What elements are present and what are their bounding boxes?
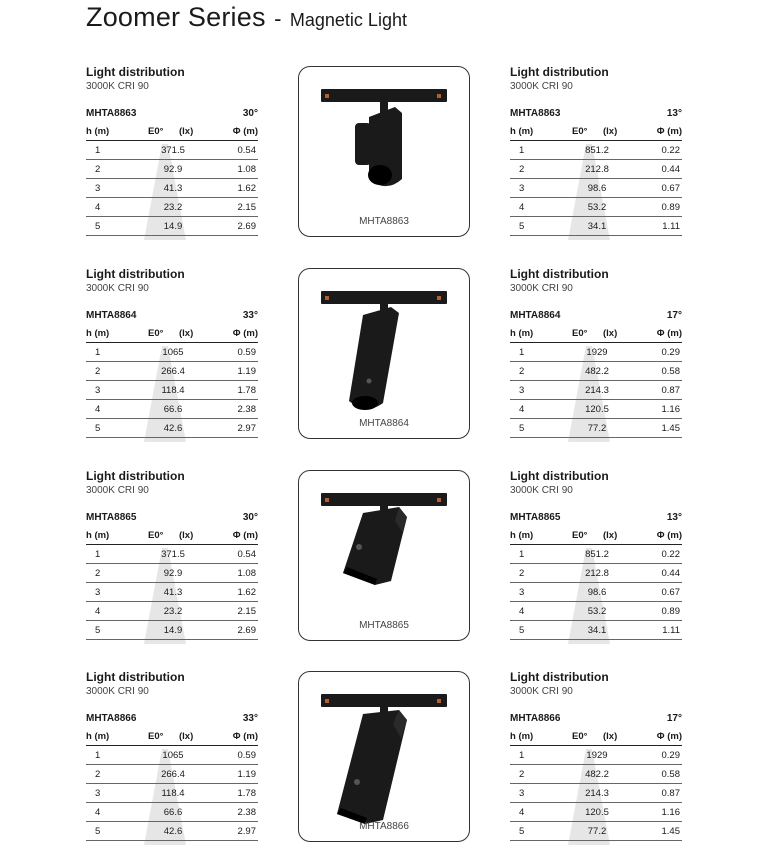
height-value: 2 bbox=[519, 769, 525, 780]
illuminance-value: 118.4 bbox=[161, 788, 185, 799]
illuminance-value: 98.6 bbox=[587, 587, 607, 598]
illuminance-value: 42.6 bbox=[163, 423, 183, 434]
height-value: 1 bbox=[95, 549, 101, 560]
table-row bbox=[510, 400, 682, 419]
distribution-table bbox=[510, 327, 682, 438]
illuminance-value: 14.9 bbox=[163, 221, 183, 232]
beam-angle: 33° bbox=[242, 713, 258, 724]
diameter-value: 2.97 bbox=[237, 423, 256, 434]
illuminance-value: 118.4 bbox=[161, 385, 185, 396]
table-row bbox=[86, 400, 258, 419]
diameter-value: 1.62 bbox=[237, 183, 256, 194]
model-number: MHTA8863 bbox=[510, 108, 561, 119]
table-row bbox=[86, 198, 258, 217]
col-illuminance-header: E0° bbox=[148, 328, 164, 339]
table-header bbox=[510, 125, 682, 141]
product-caption: MHTA8864 bbox=[359, 418, 409, 429]
table-row bbox=[510, 602, 682, 621]
height-value: 3 bbox=[519, 788, 525, 799]
illuminance-value: 42.6 bbox=[163, 826, 183, 837]
model-number: MHTA8865 bbox=[510, 512, 561, 523]
illuminance-value: 23.2 bbox=[163, 606, 183, 617]
table-header bbox=[510, 327, 682, 343]
table-row bbox=[86, 362, 258, 381]
illuminance-value: 1065 bbox=[162, 750, 184, 761]
table-header bbox=[510, 529, 682, 545]
table-row bbox=[510, 343, 682, 362]
table-row bbox=[86, 343, 258, 362]
table-row bbox=[86, 545, 258, 564]
table-row bbox=[86, 765, 258, 784]
distribution-table bbox=[510, 529, 682, 640]
diameter-value: 1.78 bbox=[237, 385, 256, 396]
col-lux-unit: (lx) bbox=[179, 126, 194, 137]
beam-angle: 17° bbox=[666, 310, 682, 321]
illuminance-value: 266.4 bbox=[161, 366, 185, 377]
diameter-value: 2.38 bbox=[237, 404, 256, 415]
model-number: MHTA8863 bbox=[86, 108, 137, 119]
light-distribution-right bbox=[510, 670, 682, 841]
height-value: 2 bbox=[519, 366, 525, 377]
illuminance-value: 1929 bbox=[586, 347, 608, 358]
table-row bbox=[510, 381, 682, 400]
col-lux-unit: (lx) bbox=[603, 126, 618, 137]
height-value: 5 bbox=[95, 423, 101, 434]
distribution-heading: Light distribution bbox=[86, 670, 185, 684]
table-row bbox=[86, 179, 258, 198]
table-row bbox=[510, 419, 682, 438]
diameter-value: 2.15 bbox=[237, 202, 256, 213]
table-row bbox=[510, 803, 682, 822]
col-diameter-header: Φ (m) bbox=[232, 731, 258, 742]
product-photo-frame bbox=[298, 268, 470, 439]
model-row bbox=[86, 713, 258, 727]
illuminance-value: 214.3 bbox=[585, 385, 609, 396]
illuminance-value: 77.2 bbox=[587, 826, 607, 837]
diameter-value: 1.19 bbox=[237, 366, 256, 377]
height-value: 4 bbox=[95, 606, 101, 617]
illuminance-value: 371.5 bbox=[161, 145, 185, 156]
table-row bbox=[86, 564, 258, 583]
height-value: 3 bbox=[95, 587, 101, 598]
cri-label: 3000K CRI 90 bbox=[510, 485, 573, 496]
illuminance-value: 66.6 bbox=[163, 404, 183, 415]
page-title bbox=[86, 2, 407, 33]
series-title: Zoomer Series bbox=[86, 2, 266, 32]
table-header bbox=[510, 730, 682, 746]
table-row bbox=[86, 822, 258, 841]
col-diameter-header: Φ (m) bbox=[656, 328, 682, 339]
beam-angle: 33° bbox=[242, 310, 258, 321]
table-row bbox=[86, 160, 258, 179]
illuminance-value: 66.6 bbox=[163, 807, 183, 818]
product-photo-frame bbox=[298, 671, 470, 842]
model-row bbox=[86, 310, 258, 324]
illuminance-value: 214.3 bbox=[585, 788, 609, 799]
distribution-table bbox=[86, 730, 258, 841]
diameter-value: 1.45 bbox=[661, 826, 680, 837]
col-diameter-header: Φ (m) bbox=[232, 530, 258, 541]
col-height-header: h (m) bbox=[510, 731, 534, 742]
model-row bbox=[510, 713, 682, 727]
model-row bbox=[510, 310, 682, 324]
height-value: 5 bbox=[519, 625, 525, 636]
diameter-value: 0.87 bbox=[661, 788, 680, 799]
distribution-heading: Light distribution bbox=[510, 267, 609, 281]
illuminance-value: 98.6 bbox=[587, 183, 607, 194]
cri-label: 3000K CRI 90 bbox=[86, 81, 149, 92]
distribution-heading: Light distribution bbox=[86, 65, 185, 79]
height-value: 4 bbox=[519, 202, 525, 213]
col-height-header: h (m) bbox=[86, 530, 110, 541]
table-row bbox=[86, 746, 258, 765]
table-row bbox=[510, 564, 682, 583]
table-row bbox=[510, 198, 682, 217]
height-value: 1 bbox=[519, 549, 525, 560]
model-number: MHTA8866 bbox=[86, 713, 137, 724]
spotlight-image bbox=[299, 269, 469, 438]
col-illuminance-header: E0° bbox=[572, 530, 588, 541]
col-illuminance-header: E0° bbox=[572, 126, 588, 137]
height-value: 3 bbox=[519, 385, 525, 396]
diameter-value: 0.44 bbox=[661, 568, 680, 579]
diameter-value: 1.08 bbox=[237, 164, 256, 175]
diameter-value: 0.22 bbox=[661, 145, 680, 156]
light-distribution-left bbox=[86, 670, 258, 841]
distribution-heading: Light distribution bbox=[510, 670, 609, 684]
height-value: 1 bbox=[519, 750, 525, 761]
cri-label: 3000K CRI 90 bbox=[86, 283, 149, 294]
illuminance-value: 41.3 bbox=[163, 587, 183, 598]
table-header bbox=[86, 730, 258, 746]
table-row bbox=[86, 141, 258, 160]
diameter-value: 1.19 bbox=[237, 769, 256, 780]
col-lux-unit: (lx) bbox=[179, 328, 194, 339]
diameter-value: 0.58 bbox=[661, 769, 680, 780]
height-value: 1 bbox=[95, 750, 101, 761]
height-value: 2 bbox=[95, 568, 101, 579]
illuminance-value: 14.9 bbox=[163, 625, 183, 636]
diameter-value: 0.58 bbox=[661, 366, 680, 377]
beam-angle: 13° bbox=[666, 512, 682, 523]
diameter-value: 0.87 bbox=[661, 385, 680, 396]
height-value: 5 bbox=[95, 625, 101, 636]
height-value: 4 bbox=[95, 807, 101, 818]
illuminance-value: 1065 bbox=[162, 347, 184, 358]
diameter-value: 0.29 bbox=[661, 750, 680, 761]
height-value: 2 bbox=[95, 366, 101, 377]
illuminance-value: 92.9 bbox=[163, 568, 183, 579]
distribution-table bbox=[86, 327, 258, 438]
model-number: MHTA8866 bbox=[510, 713, 561, 724]
col-height-header: h (m) bbox=[86, 126, 110, 137]
light-distribution-right bbox=[510, 469, 682, 640]
col-height-header: h (m) bbox=[510, 328, 534, 339]
illuminance-value: 53.2 bbox=[587, 606, 607, 617]
diameter-value: 1.16 bbox=[661, 404, 680, 415]
col-lux-unit: (lx) bbox=[179, 530, 194, 541]
height-value: 4 bbox=[95, 404, 101, 415]
height-value: 3 bbox=[519, 587, 525, 598]
table-header bbox=[86, 125, 258, 141]
illuminance-value: 482.2 bbox=[585, 769, 609, 780]
diameter-value: 0.29 bbox=[661, 347, 680, 358]
illuminance-value: 482.2 bbox=[585, 366, 609, 377]
model-number: MHTA8865 bbox=[86, 512, 137, 523]
diameter-value: 0.67 bbox=[661, 587, 680, 598]
distribution-heading: Light distribution bbox=[510, 469, 609, 483]
illuminance-value: 34.1 bbox=[587, 221, 607, 232]
col-diameter-header: Φ (m) bbox=[232, 328, 258, 339]
table-row bbox=[510, 217, 682, 236]
table-row bbox=[86, 583, 258, 602]
illuminance-value: 851.2 bbox=[585, 549, 609, 560]
height-value: 3 bbox=[95, 788, 101, 799]
height-value: 3 bbox=[519, 183, 525, 194]
spotlight-image bbox=[299, 471, 469, 640]
distribution-heading: Light distribution bbox=[86, 469, 185, 483]
col-lux-unit: (lx) bbox=[603, 530, 618, 541]
diameter-value: 0.67 bbox=[661, 183, 680, 194]
col-illuminance-header: E0° bbox=[572, 731, 588, 742]
col-lux-unit: (lx) bbox=[603, 731, 618, 742]
light-distribution-right bbox=[510, 65, 682, 236]
illuminance-value: 851.2 bbox=[585, 145, 609, 156]
col-diameter-header: Φ (m) bbox=[232, 126, 258, 137]
col-illuminance-header: E0° bbox=[148, 731, 164, 742]
col-diameter-header: Φ (m) bbox=[656, 731, 682, 742]
illuminance-value: 1929 bbox=[586, 750, 608, 761]
illuminance-value: 34.1 bbox=[587, 625, 607, 636]
height-value: 5 bbox=[519, 221, 525, 232]
beam-angle: 13° bbox=[666, 108, 682, 119]
light-distribution-right bbox=[510, 267, 682, 438]
beam-angle: 17° bbox=[666, 713, 682, 724]
height-value: 1 bbox=[519, 347, 525, 358]
height-value: 1 bbox=[95, 145, 101, 156]
diameter-value: 2.38 bbox=[237, 807, 256, 818]
height-value: 2 bbox=[519, 568, 525, 579]
table-row bbox=[510, 362, 682, 381]
col-illuminance-header: E0° bbox=[572, 328, 588, 339]
product-photo-frame bbox=[298, 66, 470, 237]
cri-label: 3000K CRI 90 bbox=[510, 686, 573, 697]
diameter-value: 1.62 bbox=[237, 587, 256, 598]
illuminance-value: 41.3 bbox=[163, 183, 183, 194]
model-row bbox=[510, 512, 682, 526]
spotlight-image bbox=[299, 67, 469, 236]
illuminance-value: 53.2 bbox=[587, 202, 607, 213]
illuminance-value: 266.4 bbox=[161, 769, 185, 780]
diameter-value: 1.11 bbox=[662, 221, 680, 232]
height-value: 5 bbox=[95, 221, 101, 232]
diameter-value: 0.22 bbox=[661, 549, 680, 560]
col-illuminance-header: E0° bbox=[148, 530, 164, 541]
title-separator: - bbox=[274, 6, 282, 31]
series-subtitle: Magnetic Light bbox=[289, 10, 407, 30]
beam-angle: 30° bbox=[242, 108, 258, 119]
col-lux-unit: (lx) bbox=[603, 328, 618, 339]
diameter-value: 0.89 bbox=[661, 202, 680, 213]
table-header bbox=[86, 327, 258, 343]
diameter-value: 1.08 bbox=[237, 568, 256, 579]
spotlight-image bbox=[299, 672, 469, 841]
model-row bbox=[86, 512, 258, 526]
height-value: 4 bbox=[519, 606, 525, 617]
table-row bbox=[510, 784, 682, 803]
table-row bbox=[86, 602, 258, 621]
model-number: MHTA8864 bbox=[510, 310, 561, 321]
illuminance-value: 92.9 bbox=[163, 164, 183, 175]
table-row bbox=[510, 765, 682, 784]
product-photo-frame bbox=[298, 470, 470, 641]
col-diameter-header: Φ (m) bbox=[656, 126, 682, 137]
illuminance-value: 212.8 bbox=[585, 568, 609, 579]
model-row bbox=[86, 108, 258, 122]
diameter-value: 0.59 bbox=[237, 347, 256, 358]
cri-label: 3000K CRI 90 bbox=[510, 81, 573, 92]
col-diameter-header: Φ (m) bbox=[656, 530, 682, 541]
beam-angle: 30° bbox=[242, 512, 258, 523]
height-value: 3 bbox=[95, 183, 101, 194]
cri-label: 3000K CRI 90 bbox=[510, 283, 573, 294]
distribution-table bbox=[86, 125, 258, 236]
col-height-header: h (m) bbox=[510, 530, 534, 541]
distribution-heading: Light distribution bbox=[510, 65, 609, 79]
model-row bbox=[510, 108, 682, 122]
table-row bbox=[510, 746, 682, 765]
col-height-header: h (m) bbox=[510, 126, 534, 137]
height-value: 1 bbox=[519, 145, 525, 156]
height-value: 4 bbox=[519, 404, 525, 415]
height-value: 2 bbox=[95, 164, 101, 175]
illuminance-value: 77.2 bbox=[587, 423, 607, 434]
product-caption: MHTA8863 bbox=[359, 216, 409, 227]
illuminance-value: 371.5 bbox=[161, 549, 185, 560]
model-number: MHTA8864 bbox=[86, 310, 137, 321]
cri-label: 3000K CRI 90 bbox=[86, 686, 149, 697]
diameter-value: 1.16 bbox=[661, 807, 680, 818]
height-value: 5 bbox=[519, 826, 525, 837]
table-row bbox=[510, 822, 682, 841]
table-row bbox=[510, 583, 682, 602]
light-distribution-left bbox=[86, 65, 258, 236]
height-value: 4 bbox=[519, 807, 525, 818]
diameter-value: 2.97 bbox=[237, 826, 256, 837]
col-illuminance-header: E0° bbox=[148, 126, 164, 137]
diameter-value: 0.54 bbox=[237, 145, 256, 156]
diameter-value: 0.54 bbox=[237, 549, 256, 560]
diameter-value: 1.11 bbox=[662, 625, 680, 636]
table-row bbox=[86, 217, 258, 236]
distribution-table bbox=[510, 730, 682, 841]
col-height-header: h (m) bbox=[86, 328, 110, 339]
height-value: 2 bbox=[95, 769, 101, 780]
diameter-value: 1.45 bbox=[661, 423, 680, 434]
col-height-header: h (m) bbox=[86, 731, 110, 742]
light-distribution-left bbox=[86, 267, 258, 438]
diameter-value: 1.78 bbox=[237, 788, 256, 799]
table-row bbox=[510, 179, 682, 198]
distribution-table bbox=[86, 529, 258, 640]
distribution-heading: Light distribution bbox=[86, 267, 185, 281]
illuminance-value: 23.2 bbox=[163, 202, 183, 213]
light-distribution-left bbox=[86, 469, 258, 640]
table-row bbox=[86, 803, 258, 822]
table-row bbox=[510, 160, 682, 179]
table-row bbox=[86, 419, 258, 438]
table-row bbox=[510, 545, 682, 564]
table-row bbox=[86, 621, 258, 640]
height-value: 1 bbox=[95, 347, 101, 358]
table-row bbox=[510, 141, 682, 160]
table-row bbox=[86, 784, 258, 803]
diameter-value: 0.89 bbox=[661, 606, 680, 617]
cri-label: 3000K CRI 90 bbox=[86, 485, 149, 496]
diameter-value: 0.44 bbox=[661, 164, 680, 175]
diameter-value: 2.15 bbox=[237, 606, 256, 617]
table-row bbox=[510, 621, 682, 640]
illuminance-value: 120.5 bbox=[585, 404, 609, 415]
height-value: 5 bbox=[519, 423, 525, 434]
diameter-value: 2.69 bbox=[237, 221, 256, 232]
product-caption: MHTA8866 bbox=[359, 821, 409, 832]
illuminance-value: 120.5 bbox=[585, 807, 609, 818]
diameter-value: 0.59 bbox=[237, 750, 256, 761]
height-value: 2 bbox=[519, 164, 525, 175]
height-value: 3 bbox=[95, 385, 101, 396]
diameter-value: 2.69 bbox=[237, 625, 256, 636]
col-lux-unit: (lx) bbox=[179, 731, 194, 742]
height-value: 5 bbox=[95, 826, 101, 837]
table-row bbox=[86, 381, 258, 400]
height-value: 4 bbox=[95, 202, 101, 213]
table-header bbox=[86, 529, 258, 545]
distribution-table bbox=[510, 125, 682, 236]
illuminance-value: 212.8 bbox=[585, 164, 609, 175]
product-caption: MHTA8865 bbox=[359, 620, 409, 631]
